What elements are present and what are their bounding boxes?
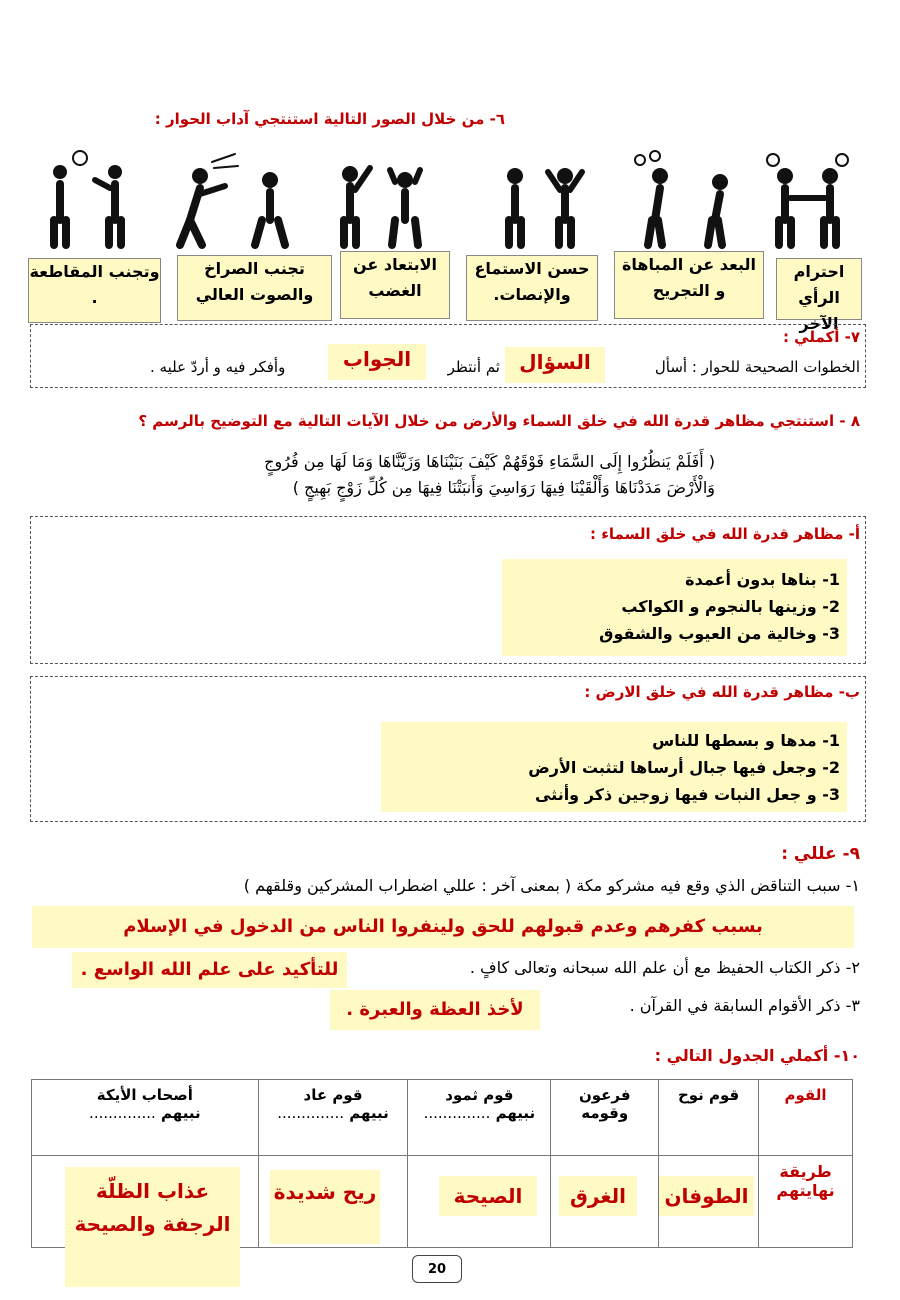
page-number: 20 xyxy=(412,1255,462,1283)
q7-answer-question: السؤال xyxy=(505,347,605,383)
q6-heading: ٦- من خلال الصور التالية استنتجي آداب الحوار : xyxy=(154,110,505,128)
people-cell-aad: قوم عاد نبيهم .............. xyxy=(258,1080,408,1156)
q9-answer-1: بسبب كفرهم وعدم قبولهم للحق ولينفروا الناس من الدخول في الإسلام xyxy=(32,906,854,948)
q8-heading: ٨ - استنتجي مظاهر قدرة الله في خلق السماء والأرض من خلال الآيات التالية مع التوضيح بالرسم ؟ xyxy=(138,412,860,430)
manner-label-respect: احترام الرأي الآخر xyxy=(776,258,862,320)
q7-heading: ٧- أكملي : xyxy=(782,328,860,346)
q9-heading: ٩- عللي : xyxy=(781,844,860,864)
q10-heading: ١٠- أكملي الجدول التالي : xyxy=(654,1046,860,1065)
manner-label-no-interrupting: وتجنب المقاطعة . xyxy=(28,258,161,323)
prophet-label: نبيهم xyxy=(349,1104,389,1122)
listening-figures-icon xyxy=(507,168,582,245)
header-label-cell: القوم xyxy=(759,1080,853,1156)
verse-line-1: ( أَفَلَمْ يَنظُرُوا إِلَى السَّمَاءِ فَوْقَهُمْ كَيْفَ بَنَيْنَاهَا وَزَيَّنَّاهَا وَمَا لَهَا مِن فُرُوجٍ xyxy=(264,452,715,471)
q9-item-2: ٢- ذكر الكتاب الحفيظ مع أن علم الله سبحانه وتعالى كافٍ . xyxy=(469,958,860,977)
earth-item-2: 2- وجعل فيها جبال أرساها لتثبت الأرض xyxy=(528,758,840,777)
earth-item-3: 3- و جعل النبات فيها زوجين ذكر وأنثى xyxy=(534,785,840,804)
ending-answer-pharaoh: الغرق xyxy=(559,1176,637,1216)
boasting-figures-icon xyxy=(635,151,728,245)
people-cell-noah xyxy=(659,1080,759,1156)
people-cell-thamud: قوم ثمود نبيهم .............. xyxy=(408,1080,551,1156)
manner-label-no-boasting: البعد عن المباهاة و التجريح xyxy=(614,251,764,319)
sky-item-2: 2- وزينها بالنجوم و الكواكب xyxy=(621,597,840,616)
table-header-row xyxy=(32,1080,853,1156)
q7-box xyxy=(30,324,866,388)
row-label-cell: طريقة نهايتهم xyxy=(759,1156,853,1248)
prophet-label: نبيهم xyxy=(495,1104,536,1122)
handshake-figures-icon xyxy=(767,154,848,245)
people-name: قوم نوح xyxy=(677,1086,740,1104)
people-cell-aykah: أصحاب الأيكة نبيهم .............. xyxy=(32,1080,259,1156)
q7-sentence-end: وأفكر فيه و أردّ عليه . xyxy=(150,358,286,376)
people-name: أصحاب الأيكة xyxy=(96,1086,193,1104)
earth-item-1: 1- مدها و بسطها للناس xyxy=(652,731,840,750)
sky-heading: أ- مظاهر قدرة الله في خلق السماء : xyxy=(590,525,860,543)
ending-answer-aad: ريح شديدة xyxy=(270,1170,380,1244)
ending-answer-thamud: الصيحة xyxy=(439,1176,537,1216)
q7-sentence-mid: ثم أنتظر xyxy=(447,358,500,376)
q9-answer-2: للتأكيد على علم الله الواسع . xyxy=(72,952,347,988)
q7-sentence-start: الخطوات الصحيحة للحوار : أسأل xyxy=(654,358,860,376)
q7-answer-reply: الجواب xyxy=(328,344,426,380)
verse-line-2: وَالْأَرْضَ مَدَدْنَاهَا وَأَلْقَيْنَا فِيهَا رَوَاسِيَ وَأَنبَتْنَا فِيهَا مِن كُلِّ زَوْجٍ بَهِيجٍ ) xyxy=(292,478,715,497)
people-name: قوم ثمود xyxy=(445,1086,514,1104)
q9-answer-3: لأخذ العظة والعبرة . xyxy=(330,990,540,1030)
manners-illustrations xyxy=(40,150,860,250)
people-name: فرعون وقومه xyxy=(578,1086,631,1122)
q9-item-1: ١- سبب التناقض الذي وقع فيه مشركو مكة ( بمعنى آخر : عللي اضطراب المشركين وقلقهم ) xyxy=(243,876,860,895)
manner-label-listening: حسن الاستماع والإنصات. xyxy=(466,255,598,321)
interruption-figures-icon xyxy=(53,151,122,245)
people-cell-pharaoh xyxy=(551,1080,659,1156)
prophet-label: نبيهم xyxy=(161,1104,201,1122)
manner-label-no-shouting: تجنب الصراخ والصوت العالي xyxy=(177,255,332,321)
anger-figures-icon xyxy=(342,166,420,245)
manner-label-no-anger: الابتعاد عن الغضب xyxy=(340,251,450,319)
q9-item-3: ٣- ذكر الأقوام السابقة في القرآن . xyxy=(629,996,860,1015)
sky-item-3: 3- وخالية من العيوب والشقوق xyxy=(599,624,840,643)
people-name: قوم عاد xyxy=(303,1086,363,1104)
ending-answer-noah: الطوفان xyxy=(659,1176,754,1216)
shouting-figures-icon xyxy=(180,154,285,245)
sky-item-1: 1- بناها بدون أعمدة xyxy=(685,570,840,589)
ending-answer-aykah: عذاب الظلّة الرجفة والصيحة xyxy=(65,1167,240,1287)
earth-heading: ب- مظاهر قدرة الله في خلق الارض : xyxy=(584,683,860,701)
